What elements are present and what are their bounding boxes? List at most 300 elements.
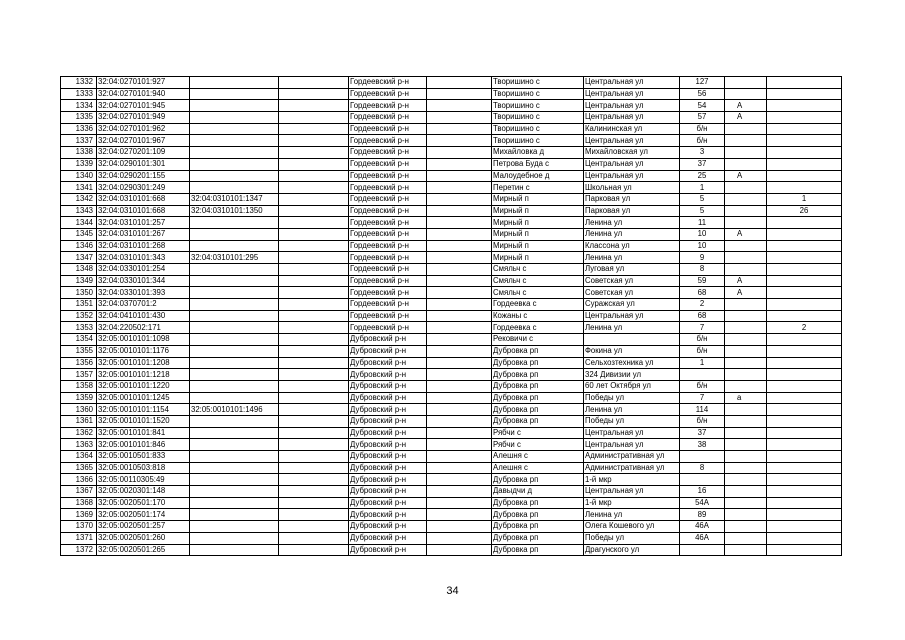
house-number-cell: б/н [680,345,725,357]
building-letter-cell [725,135,767,147]
linked-cadastral-number-cell [190,345,279,357]
empty-cell [427,217,492,229]
table-row [61,474,842,486]
row-number-cell: 1363 [61,439,97,451]
building-letter-cell [725,322,767,334]
district-cell: Гордеевский р-н [349,228,427,240]
building-letter-cell [725,88,767,100]
street-cell: Центральная ул [584,158,680,170]
empty-cell [279,310,349,322]
cadastral-number-cell: 32:05:0010503:818 [97,462,190,474]
row-number-cell: 1332 [61,77,97,89]
apartment-cell [767,486,842,498]
cadastral-number-cell: 32:05:0010101:1176 [97,345,190,357]
row-number-cell: 1334 [61,100,97,112]
house-number-cell: 11 [680,217,725,229]
linked-cadastral-number-cell [190,521,279,533]
street-cell: Центральная ул [584,439,680,451]
table-row [61,532,842,544]
empty-cell [279,147,349,159]
empty-cell [279,287,349,299]
building-letter-cell [725,334,767,346]
settlement-cell: Михайловка д [492,147,584,159]
cadastral-number-cell: 32:05:0020501:260 [97,532,190,544]
empty-cell [279,240,349,252]
district-cell: Гордеевский р-н [349,287,427,299]
row-number-cell: 1358 [61,380,97,392]
street-cell: 60 лет Октября ул [584,380,680,392]
row-number-cell: 1372 [61,544,97,556]
building-letter-cell [725,205,767,217]
row-number-cell: 1351 [61,299,97,311]
empty-cell [279,357,349,369]
cadastral-number-cell: 32:04:0310101:268 [97,240,190,252]
empty-cell [427,275,492,287]
empty-cell [279,158,349,170]
table-row [61,193,842,205]
settlement-cell: Дубровка рп [492,532,584,544]
apartment-cell [767,158,842,170]
linked-cadastral-number-cell [190,158,279,170]
table-row [61,147,842,159]
street-cell [584,334,680,346]
house-number-cell: 57 [680,112,725,124]
street-cell: Центральная ул [584,427,680,439]
district-cell: Гордеевский р-н [349,112,427,124]
street-cell: 1-й мкр [584,474,680,486]
table-row [61,310,842,322]
table-row [61,123,842,135]
settlement-cell: Дубровка рп [492,357,584,369]
empty-cell [427,357,492,369]
linked-cadastral-number-cell [190,123,279,135]
apartment-cell [767,182,842,194]
empty-cell [279,462,349,474]
house-number-cell [680,369,725,381]
empty-cell [427,205,492,217]
building-letter-cell [725,264,767,276]
table-row [61,521,842,533]
house-number-cell: 5 [680,205,725,217]
linked-cadastral-number-cell [190,415,279,427]
linked-cadastral-number-cell [190,182,279,194]
linked-cadastral-number-cell [190,427,279,439]
settlement-cell: Петрова Буда с [492,158,584,170]
empty-cell [279,486,349,498]
empty-cell [427,123,492,135]
house-number-cell: 1 [680,357,725,369]
apartment-cell [767,451,842,463]
linked-cadastral-number-cell [190,322,279,334]
linked-cadastral-number-cell [190,170,279,182]
linked-cadastral-number-cell [190,240,279,252]
table-row [61,415,842,427]
empty-cell [427,532,492,544]
apartment-cell [767,112,842,124]
empty-cell [427,240,492,252]
row-number-cell: 1370 [61,521,97,533]
house-number-cell: 68 [680,287,725,299]
cadastral-number-cell: 32:04:0330101:344 [97,275,190,287]
building-letter-cell [725,77,767,89]
district-cell: Дубровский р-н [349,509,427,521]
row-number-cell: 1350 [61,287,97,299]
row-number-cell: 1343 [61,205,97,217]
house-number-cell: 7 [680,322,725,334]
empty-cell [427,439,492,451]
apartment-cell [767,509,842,521]
empty-cell [427,474,492,486]
linked-cadastral-number-cell [190,462,279,474]
table-row [61,427,842,439]
linked-cadastral-number-cell: 32:04:0310101:1347 [190,193,279,205]
settlement-cell: Дубровка рп [492,474,584,486]
linked-cadastral-number-cell [190,100,279,112]
empty-cell [279,217,349,229]
row-number-cell: 1368 [61,497,97,509]
district-cell: Гордеевский р-н [349,77,427,89]
linked-cadastral-number-cell [190,88,279,100]
cadastral-number-cell: 32:04:0370701:2 [97,299,190,311]
linked-cadastral-number-cell [190,217,279,229]
empty-cell [279,474,349,486]
district-cell: Дубровский р-н [349,486,427,498]
table-row [61,88,842,100]
linked-cadastral-number-cell [190,544,279,556]
apartment-cell [767,392,842,404]
house-number-cell: 56 [680,88,725,100]
building-letter-cell [725,451,767,463]
linked-cadastral-number-cell [190,369,279,381]
district-cell: Гордеевский р-н [349,182,427,194]
settlement-cell: Дубровка рп [492,497,584,509]
empty-cell [427,497,492,509]
apartment-cell [767,135,842,147]
street-cell: Фокина ул [584,345,680,357]
building-letter-cell [725,486,767,498]
row-number-cell: 1342 [61,193,97,205]
empty-cell [279,275,349,287]
building-letter-cell [725,252,767,264]
building-letter-cell [725,369,767,381]
settlement-cell: Смяльч с [492,287,584,299]
house-number-cell: б/н [680,123,725,135]
house-number-cell: 127 [680,77,725,89]
settlement-cell: Дубровка рп [492,404,584,416]
house-number-cell: 16 [680,486,725,498]
cadastral-number-cell: 32:04:0330101:254 [97,264,190,276]
street-cell: Советская ул [584,287,680,299]
building-letter-cell [725,404,767,416]
linked-cadastral-number-cell [190,439,279,451]
settlement-cell: Творишино с [492,112,584,124]
building-letter-cell [725,521,767,533]
empty-cell [427,287,492,299]
cadastral-number-cell: 32:05:0010101:1220 [97,380,190,392]
house-number-cell [680,451,725,463]
street-cell: 324 Дивизии ул [584,369,680,381]
row-number-cell: 1336 [61,123,97,135]
street-cell: Парковая ул [584,193,680,205]
street-cell: Парковая ул [584,205,680,217]
building-letter-cell: А [725,228,767,240]
empty-cell [279,205,349,217]
empty-cell [279,334,349,346]
empty-cell [279,100,349,112]
table-row [61,240,842,252]
district-cell: Гордеевский р-н [349,147,427,159]
building-letter-cell: а [725,392,767,404]
row-number-cell: 1361 [61,415,97,427]
district-cell: Дубровский р-н [349,392,427,404]
empty-cell [427,299,492,311]
house-number-cell: б/н [680,415,725,427]
empty-cell [279,135,349,147]
linked-cadastral-number-cell: 32:05:0010101:1496 [190,404,279,416]
row-number-cell: 1345 [61,228,97,240]
settlement-cell: Дубровка рп [492,544,584,556]
district-cell: Гордеевский р-н [349,88,427,100]
empty-cell [427,369,492,381]
empty-cell [427,427,492,439]
street-cell: Победы ул [584,392,680,404]
empty-cell [279,369,349,381]
row-number-cell: 1340 [61,170,97,182]
apartment-cell: 1 [767,193,842,205]
street-cell: 1-й мкр [584,497,680,509]
table-row [61,392,842,404]
building-letter-cell [725,462,767,474]
table-row [61,100,842,112]
district-cell: Гордеевский р-н [349,275,427,287]
row-number-cell: 1353 [61,322,97,334]
building-letter-cell [725,182,767,194]
linked-cadastral-number-cell [190,334,279,346]
empty-cell [427,415,492,427]
cadastral-number-cell: 32:04:0330101:393 [97,287,190,299]
table-row [61,158,842,170]
settlement-cell: Давыдчи д [492,486,584,498]
house-number-cell [680,474,725,486]
table-row [61,322,842,334]
empty-cell [427,521,492,533]
building-letter-cell: А [725,170,767,182]
district-cell: Дубровский р-н [349,544,427,556]
empty-cell [279,193,349,205]
table-row [61,217,842,229]
street-cell: Победы ул [584,532,680,544]
settlement-cell: Мирный п [492,217,584,229]
empty-cell [279,521,349,533]
apartment-cell [767,123,842,135]
row-number-cell: 1366 [61,474,97,486]
building-letter-cell: А [725,287,767,299]
empty-cell [427,100,492,112]
row-number-cell: 1364 [61,451,97,463]
cadastral-number-cell: 32:05:0010101:846 [97,439,190,451]
empty-cell [427,228,492,240]
row-number-cell: 1348 [61,264,97,276]
apartment-cell: 2 [767,322,842,334]
linked-cadastral-number-cell [190,509,279,521]
building-letter-cell [725,497,767,509]
street-cell: Ленина ул [584,217,680,229]
street-cell: Административная ул [584,462,680,474]
cadastral-number-cell: 32:05:0010101:841 [97,427,190,439]
settlement-cell: Гордеевка с [492,322,584,334]
empty-cell [279,415,349,427]
linked-cadastral-number-cell [190,532,279,544]
house-number-cell: 10 [680,240,725,252]
row-number-cell: 1357 [61,369,97,381]
settlement-cell: Мирный п [492,240,584,252]
empty-cell [279,380,349,392]
row-number-cell: 1347 [61,252,97,264]
empty-cell [427,112,492,124]
empty-cell [279,123,349,135]
table-row [61,486,842,498]
settlement-cell: Алешня с [492,451,584,463]
empty-cell [279,264,349,276]
row-number-cell: 1369 [61,509,97,521]
empty-cell [279,404,349,416]
settlement-cell: Дубровка рп [492,345,584,357]
building-letter-cell [725,147,767,159]
apartment-cell [767,240,842,252]
row-number-cell: 1371 [61,532,97,544]
linked-cadastral-number-cell [190,147,279,159]
empty-cell [427,380,492,392]
settlement-cell: Творишино с [492,123,584,135]
street-cell: Ленина ул [584,509,680,521]
district-cell: Дубровский р-н [349,532,427,544]
house-number-cell: 54 [680,100,725,112]
linked-cadastral-number-cell [190,264,279,276]
settlement-cell: Мирный п [492,252,584,264]
settlement-cell: Дубровка рп [492,369,584,381]
settlement-cell: Рябчи с [492,427,584,439]
street-cell: Ленина ул [584,404,680,416]
house-number-cell: 25 [680,170,725,182]
district-cell: Дубровский р-н [349,439,427,451]
apartment-cell [767,380,842,392]
street-cell: Административная ул [584,451,680,463]
linked-cadastral-number-cell [190,474,279,486]
settlement-cell: Кожаны с [492,310,584,322]
table-row [61,345,842,357]
building-letter-cell [725,240,767,252]
empty-cell [427,509,492,521]
settlement-cell: Алешня с [492,462,584,474]
apartment-cell [767,252,842,264]
cadastral-number-cell: 32:04:0270101:967 [97,135,190,147]
apartment-cell [767,532,842,544]
apartment-cell [767,100,842,112]
settlement-cell: Дубровка рп [492,380,584,392]
page-number: 34 [446,585,459,597]
cadastral-number-cell: 32:04:220502:171 [97,322,190,334]
cadastral-number-cell: 32:04:0270101:927 [97,77,190,89]
row-number-cell: 1362 [61,427,97,439]
street-cell: Центральная ул [584,77,680,89]
street-cell: Ленина ул [584,322,680,334]
empty-cell [427,264,492,276]
table-row [61,205,842,217]
settlement-cell: Дубровка рп [492,415,584,427]
apartment-cell [767,427,842,439]
building-letter-cell: А [725,275,767,287]
settlement-cell: Рябчи с [492,439,584,451]
street-cell: Сельхозтехника ул [584,357,680,369]
street-cell: Центральная ул [584,486,680,498]
district-cell: Дубровский р-н [349,415,427,427]
table-row [61,497,842,509]
house-number-cell: 37 [680,158,725,170]
cadastral-number-cell: 32:04:0270101:940 [97,88,190,100]
row-number-cell: 1344 [61,217,97,229]
settlement-cell: Творишино с [492,88,584,100]
linked-cadastral-number-cell [190,135,279,147]
linked-cadastral-number-cell [190,287,279,299]
empty-cell [279,451,349,463]
cadastral-number-cell: 32:05:0020501:257 [97,521,190,533]
house-number-cell: 3 [680,147,725,159]
house-number-cell: 46А [680,532,725,544]
table-row [61,228,842,240]
empty-cell [427,135,492,147]
apartment-cell [767,217,842,229]
row-number-cell: 1360 [61,404,97,416]
cadastral-number-cell: 32:05:0010101:1245 [97,392,190,404]
house-number-cell: 7 [680,392,725,404]
settlement-cell: Смяльч с [492,264,584,276]
table-row [61,252,842,264]
building-letter-cell [725,345,767,357]
cadastral-number-cell: 32:04:0290301:249 [97,182,190,194]
cadastral-number-cell: 32:05:0020301:148 [97,486,190,498]
district-cell: Гордеевский р-н [349,100,427,112]
district-cell: Гордеевский р-н [349,205,427,217]
district-cell: Дубровский р-н [349,404,427,416]
linked-cadastral-number-cell [190,380,279,392]
empty-cell [427,345,492,357]
linked-cadastral-number-cell [190,392,279,404]
house-number-cell: 54А [680,497,725,509]
house-number-cell: 37 [680,427,725,439]
house-number-cell: б/н [680,334,725,346]
empty-cell [279,509,349,521]
row-number-cell: 1337 [61,135,97,147]
empty-cell [279,170,349,182]
cadastral-number-cell: 32:05:0010101:1218 [97,369,190,381]
cadastral-number-cell: 32:04:0310101:668 [97,205,190,217]
empty-cell [427,544,492,556]
row-number-cell: 1339 [61,158,97,170]
district-cell: Гордеевский р-н [349,299,427,311]
table-row [61,509,842,521]
house-number-cell: 9 [680,252,725,264]
house-number-cell: 8 [680,462,725,474]
table-row [61,404,842,416]
cadastral-number-cell: 32:05:0020501:170 [97,497,190,509]
street-cell: Классона ул [584,240,680,252]
empty-cell [279,77,349,89]
district-cell: Дубровский р-н [349,462,427,474]
settlement-cell: Творишино с [492,135,584,147]
row-number-cell: 1354 [61,334,97,346]
district-cell: Гордеевский р-н [349,135,427,147]
house-number-cell: 1 [680,182,725,194]
